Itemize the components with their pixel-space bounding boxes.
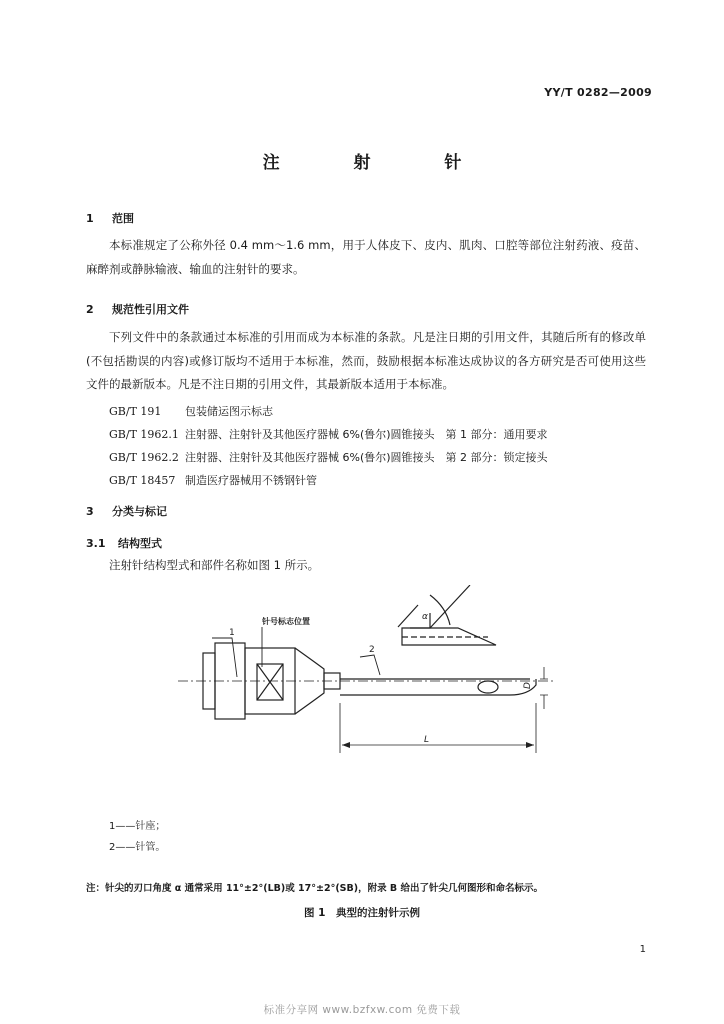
figure-note: 注：针尖的刃口角度 α 通常采用 11°±2°(LB)或 17°±2°(SB)，附录 B 给出了针尖几何图形和命名标示。 [86, 883, 543, 894]
figure-caption: 图 1 典型的注射针示例 [304, 907, 420, 919]
length-label: L [424, 735, 430, 745]
section-2-paragraph: 下列文件中的条款通过本标准的引用而成为本标准的条款。凡是注日期的引用文件，其随后所有的修改单(不包括勘误的内容)或修订版均不适用于本标准，然而，鼓励根据本标准达成协议的各方研究是否可使用这些文件的最新版本。凡是不注日期的引用文件，其最新版本适用于本标准。 [86, 330, 646, 391]
needle-tube [340, 679, 536, 695]
legend-item-2: 2——针管。 [109, 842, 166, 853]
callout-2-leader [360, 655, 380, 675]
callout-1-leader [212, 638, 237, 677]
reference-title: 包装储运图示标志 [185, 405, 273, 418]
reference-item [109, 449, 548, 465]
mark-position-label: 针号标志位置 [262, 617, 310, 626]
length-arrow-left [342, 742, 350, 748]
section-3-1-number: 3.1 [86, 537, 106, 550]
length-arrow-right [526, 742, 534, 748]
tip-detail-ref-line [398, 605, 418, 627]
callout-1-label: 1 [229, 628, 235, 638]
document-title: 注 射 针 [262, 153, 496, 173]
callout-2-label: 2 [369, 645, 375, 655]
section-3-1-heading [86, 535, 162, 551]
section-1-paragraph: 本标准规定了公称外径 0.4 mm～1.6 mm，用于人体皮下、皮内、肌肉、口腔等部位注射药液、疫苗、麻醉剂或静脉输液、输血的注射针的要求。 [86, 238, 646, 276]
tip-detail-angle-line [430, 585, 470, 628]
reference-code: GB/T 191 [109, 405, 162, 418]
length-extension-lines [340, 703, 536, 753]
mark-position-cross [257, 664, 283, 700]
page-number: 1 [639, 944, 646, 955]
needle-figure [0, 585, 724, 785]
reference-code: GB/T 1962.1 [109, 428, 179, 441]
section-3-heading [86, 503, 167, 519]
reference-code: GB/T 18457 [109, 474, 176, 487]
reference-title: 制造医疗器械用不锈钢针管 [185, 474, 317, 487]
reference-item [109, 403, 273, 419]
alpha-label: α [422, 612, 428, 622]
section-2-title: 规范性引用文件 [112, 303, 189, 316]
standard-number: YY/T 0282—2009 [544, 86, 652, 99]
section-2-heading [86, 301, 189, 317]
reference-item [109, 472, 317, 488]
section-3-number: 3 [86, 505, 94, 518]
diameter-label: D [523, 682, 533, 689]
reference-title: 注射器、注射针及其他医疗器械 6%(鲁尔)圆锥接头 第 2 部分：锁定接头 [185, 451, 548, 464]
legend-item-1: 1——针座； [109, 821, 166, 832]
section-1-heading [86, 210, 134, 226]
needle-lumen [478, 681, 498, 693]
reference-title: 注射器、注射针及其他医疗器械 6%(鲁尔)圆锥接头 第 1 部分：通用要求 [185, 428, 548, 441]
reference-code: GB/T 1962.2 [109, 451, 179, 464]
section-3-1-paragraph: 注射针结构型式和部件名称如图 1 所示。 [109, 558, 320, 572]
section-2-number: 2 [86, 303, 94, 316]
footer-watermark: 标准分享网 www.bzfxw.com 免费下载 [263, 1004, 461, 1016]
section-3-title: 分类与标记 [112, 505, 167, 518]
reference-item [109, 426, 548, 442]
diameter-dimension [540, 667, 548, 709]
section-1-title: 范围 [112, 212, 134, 225]
section-3-1-title: 结构型式 [118, 537, 162, 550]
section-1-number: 1 [86, 212, 94, 225]
